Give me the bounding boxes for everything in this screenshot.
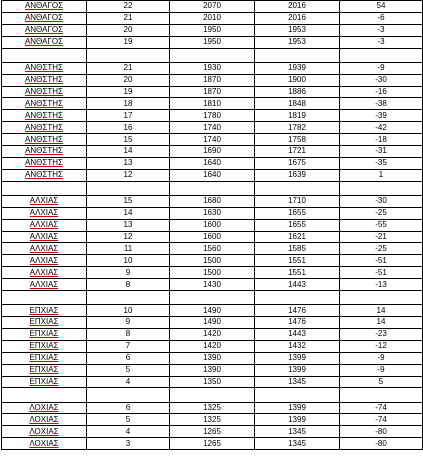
rank-cell[interactable]: ΑΛΧΙΑΣ bbox=[2, 279, 87, 291]
rank-cell[interactable]: ΑΝΘΣΤΗΣ bbox=[2, 98, 87, 110]
empty-cell[interactable] bbox=[170, 48, 255, 62]
value-a-cell[interactable]: 1950 bbox=[170, 24, 255, 36]
difference-cell[interactable]: -21 bbox=[340, 231, 423, 243]
rank-cell[interactable]: ΛΟΧΙΑΣ bbox=[2, 438, 87, 450]
empty-cell[interactable] bbox=[87, 181, 170, 195]
table-row bbox=[2, 219, 423, 231]
table-row bbox=[2, 243, 423, 255]
difference-cell[interactable]: -23 bbox=[340, 328, 423, 340]
value-b-cell[interactable]: 2016 bbox=[255, 12, 340, 24]
value-b-cell[interactable]: 1399 bbox=[255, 402, 340, 414]
value-a-cell[interactable]: 1500 bbox=[170, 255, 255, 267]
value-b-cell[interactable]: 1953 bbox=[255, 24, 340, 36]
table-row bbox=[2, 317, 423, 329]
difference-cell[interactable]: -9 bbox=[340, 352, 423, 364]
step-cell[interactable]: 5 bbox=[87, 364, 170, 376]
table-row bbox=[2, 145, 423, 157]
value-b-cell[interactable]: 1639 bbox=[255, 169, 340, 181]
difference-cell[interactable]: -9 bbox=[340, 364, 423, 376]
difference-cell[interactable]: -3 bbox=[340, 24, 423, 36]
table-row bbox=[2, 279, 423, 291]
table-row bbox=[2, 376, 423, 388]
rank-cell[interactable]: ΑΝΘΣΤΗΣ bbox=[2, 157, 87, 169]
table-row bbox=[2, 86, 423, 98]
table-row bbox=[2, 438, 423, 450]
rank-cell[interactable]: ΑΛΧΙΑΣ bbox=[2, 207, 87, 219]
value-a-cell[interactable]: 1350 bbox=[170, 376, 255, 388]
difference-cell[interactable]: 1 bbox=[340, 169, 423, 181]
difference-cell[interactable]: -42 bbox=[340, 122, 423, 134]
empty-cell[interactable] bbox=[255, 290, 340, 304]
step-cell[interactable]: 10 bbox=[87, 255, 170, 267]
spacer-row bbox=[2, 48, 423, 62]
rank-cell[interactable]: ΕΠΧΙΑΣ bbox=[2, 364, 87, 376]
step-cell[interactable]: 8 bbox=[87, 328, 170, 340]
table-row bbox=[2, 74, 423, 86]
rank-cell[interactable]: ΛΟΧΙΑΣ bbox=[2, 414, 87, 426]
rank-cell[interactable]: ΑΝΘΣΤΗΣ bbox=[2, 145, 87, 157]
difference-cell[interactable]: -18 bbox=[340, 134, 423, 146]
value-a-cell[interactable]: 1870 bbox=[170, 74, 255, 86]
value-b-cell[interactable]: 1476 bbox=[255, 305, 340, 317]
value-a-cell[interactable]: 2010 bbox=[170, 12, 255, 24]
table-row bbox=[2, 134, 423, 146]
empty-cell[interactable] bbox=[2, 181, 87, 195]
empty-cell[interactable] bbox=[170, 181, 255, 195]
table-row bbox=[2, 195, 423, 207]
step-cell[interactable]: 4 bbox=[87, 376, 170, 388]
difference-cell[interactable]: 14 bbox=[340, 317, 423, 329]
value-a-cell[interactable]: 1430 bbox=[170, 279, 255, 291]
rank-cell[interactable]: ΕΠΧΙΑΣ bbox=[2, 340, 87, 352]
difference-cell[interactable]: -31 bbox=[340, 145, 423, 157]
empty-cell[interactable] bbox=[87, 388, 170, 402]
empty-cell[interactable] bbox=[255, 48, 340, 62]
empty-cell[interactable] bbox=[340, 290, 423, 304]
step-cell[interactable]: 19 bbox=[87, 36, 170, 48]
rank-cell[interactable]: ΑΛΧΙΑΣ bbox=[2, 195, 87, 207]
rank-cell[interactable]: ΕΠΧΙΑΣ bbox=[2, 328, 87, 340]
step-cell[interactable]: 12 bbox=[87, 231, 170, 243]
value-a-cell[interactable]: 1490 bbox=[170, 317, 255, 329]
difference-cell[interactable]: -12 bbox=[340, 340, 423, 352]
value-a-cell[interactable]: 1325 bbox=[170, 414, 255, 426]
table-row bbox=[2, 267, 423, 279]
empty-cell[interactable] bbox=[2, 48, 87, 62]
difference-cell[interactable]: -39 bbox=[340, 110, 423, 122]
value-a-cell[interactable]: 1500 bbox=[170, 267, 255, 279]
rank-cell[interactable]: ΑΝΘΣΤΗΣ bbox=[2, 86, 87, 98]
difference-cell[interactable]: -35 bbox=[340, 157, 423, 169]
value-a-cell[interactable]: 1930 bbox=[170, 62, 255, 74]
value-b-cell[interactable]: 1399 bbox=[255, 364, 340, 376]
spacer-row bbox=[2, 181, 423, 195]
difference-cell[interactable]: -16 bbox=[340, 86, 423, 98]
rank-cell[interactable]: ΑΛΧΙΑΣ bbox=[2, 243, 87, 255]
table-row bbox=[2, 157, 423, 169]
value-b-cell[interactable]: 1819 bbox=[255, 110, 340, 122]
step-cell[interactable]: 7 bbox=[87, 340, 170, 352]
empty-cell[interactable] bbox=[340, 388, 423, 402]
value-b-cell[interactable]: 1551 bbox=[255, 267, 340, 279]
step-cell[interactable]: 11 bbox=[87, 243, 170, 255]
step-cell[interactable]: 15 bbox=[87, 195, 170, 207]
rank-cell[interactable]: ΑΛΧΙΑΣ bbox=[2, 231, 87, 243]
empty-cell[interactable] bbox=[170, 388, 255, 402]
step-cell[interactable]: 14 bbox=[87, 207, 170, 219]
step-cell[interactable]: 16 bbox=[87, 122, 170, 134]
value-b-cell[interactable]: 1900 bbox=[255, 74, 340, 86]
value-b-cell[interactable]: 1345 bbox=[255, 376, 340, 388]
table-row bbox=[2, 426, 423, 438]
empty-cell[interactable] bbox=[2, 290, 87, 304]
value-a-cell[interactable]: 1420 bbox=[170, 340, 255, 352]
difference-cell[interactable]: -25 bbox=[340, 243, 423, 255]
step-cell[interactable]: 22 bbox=[87, 1, 170, 13]
empty-cell[interactable] bbox=[87, 48, 170, 62]
difference-cell[interactable]: -9 bbox=[340, 62, 423, 74]
value-b-cell[interactable]: 1675 bbox=[255, 157, 340, 169]
value-b-cell[interactable]: 1655 bbox=[255, 219, 340, 231]
table-row bbox=[2, 24, 423, 36]
value-b-cell[interactable]: 1443 bbox=[255, 279, 340, 291]
value-a-cell[interactable]: 1630 bbox=[170, 207, 255, 219]
value-b-cell[interactable]: 1939 bbox=[255, 62, 340, 74]
value-a-cell[interactable]: 1600 bbox=[170, 219, 255, 231]
value-b-cell[interactable]: 1432 bbox=[255, 340, 340, 352]
value-b-cell[interactable]: 1443 bbox=[255, 328, 340, 340]
rank-salary-table bbox=[1, 0, 423, 450]
value-a-cell[interactable]: 1810 bbox=[170, 98, 255, 110]
value-b-cell[interactable]: 1585 bbox=[255, 243, 340, 255]
value-a-cell[interactable]: 1870 bbox=[170, 86, 255, 98]
value-b-cell[interactable]: 1476 bbox=[255, 317, 340, 329]
difference-cell[interactable]: -51 bbox=[340, 255, 423, 267]
table-row bbox=[2, 328, 423, 340]
step-cell[interactable]: 20 bbox=[87, 74, 170, 86]
step-cell[interactable]: 14 bbox=[87, 145, 170, 157]
table-row bbox=[2, 98, 423, 110]
table-row bbox=[2, 364, 423, 376]
empty-cell[interactable] bbox=[340, 181, 423, 195]
value-b-cell[interactable]: 1621 bbox=[255, 231, 340, 243]
value-a-cell[interactable]: 1740 bbox=[170, 122, 255, 134]
rank-cell[interactable]: ΑΝΘΑΓΟΣ bbox=[2, 12, 87, 24]
step-cell[interactable]: 13 bbox=[87, 219, 170, 231]
step-cell[interactable]: 18 bbox=[87, 98, 170, 110]
difference-cell[interactable]: -6 bbox=[340, 12, 423, 24]
value-b-cell[interactable]: 2016 bbox=[255, 1, 340, 13]
value-a-cell[interactable]: 2070 bbox=[170, 1, 255, 13]
rank-cell[interactable]: ΑΛΧΙΑΣ bbox=[2, 267, 87, 279]
rank-cell[interactable]: ΑΝΘΣΤΗΣ bbox=[2, 110, 87, 122]
value-a-cell[interactable]: 1560 bbox=[170, 243, 255, 255]
empty-cell[interactable] bbox=[255, 181, 340, 195]
value-a-cell[interactable]: 1325 bbox=[170, 402, 255, 414]
value-a-cell[interactable]: 1490 bbox=[170, 305, 255, 317]
rank-cell[interactable]: ΑΝΘΣΤΗΣ bbox=[2, 169, 87, 181]
empty-cell[interactable] bbox=[340, 48, 423, 62]
value-b-cell[interactable]: 1953 bbox=[255, 36, 340, 48]
table-row bbox=[2, 352, 423, 364]
rank-cell[interactable]: ΑΝΘΑΓΟΣ bbox=[2, 1, 87, 13]
table-body bbox=[2, 1, 423, 450]
rank-cell[interactable]: ΑΝΘΣΤΗΣ bbox=[2, 122, 87, 134]
step-cell[interactable]: 13 bbox=[87, 157, 170, 169]
step-cell[interactable]: 3 bbox=[87, 438, 170, 450]
value-a-cell[interactable]: 1265 bbox=[170, 438, 255, 450]
rank-cell[interactable]: ΛΟΧΙΑΣ bbox=[2, 402, 87, 414]
difference-cell[interactable]: -25 bbox=[340, 207, 423, 219]
value-a-cell[interactable]: 1950 bbox=[170, 36, 255, 48]
rank-cell[interactable]: ΑΝΘΑΓΟΣ bbox=[2, 36, 87, 48]
difference-cell[interactable]: -74 bbox=[340, 402, 423, 414]
difference-cell[interactable]: 5 bbox=[340, 376, 423, 388]
value-b-cell[interactable]: 1655 bbox=[255, 207, 340, 219]
rank-cell[interactable]: ΑΛΧΙΑΣ bbox=[2, 219, 87, 231]
table-row bbox=[2, 36, 423, 48]
value-b-cell[interactable]: 1399 bbox=[255, 352, 340, 364]
step-cell[interactable]: 6 bbox=[87, 402, 170, 414]
step-cell[interactable]: 21 bbox=[87, 62, 170, 74]
table-row bbox=[2, 414, 423, 426]
difference-cell[interactable]: -3 bbox=[340, 36, 423, 48]
difference-cell[interactable]: -51 bbox=[340, 267, 423, 279]
empty-cell[interactable] bbox=[2, 388, 87, 402]
difference-cell[interactable]: -38 bbox=[340, 98, 423, 110]
table-row bbox=[2, 110, 423, 122]
step-cell[interactable]: 9 bbox=[87, 267, 170, 279]
table-row bbox=[2, 207, 423, 219]
value-b-cell[interactable]: 1721 bbox=[255, 145, 340, 157]
value-a-cell[interactable]: 1420 bbox=[170, 328, 255, 340]
table-row bbox=[2, 12, 423, 24]
difference-cell[interactable]: 54 bbox=[340, 1, 423, 13]
rank-cell[interactable]: ΛΟΧΙΑΣ bbox=[2, 426, 87, 438]
value-b-cell[interactable]: 1782 bbox=[255, 122, 340, 134]
step-cell[interactable]: 15 bbox=[87, 134, 170, 146]
step-cell[interactable]: 8 bbox=[87, 279, 170, 291]
rank-cell[interactable]: ΑΝΘΑΓΟΣ bbox=[2, 24, 87, 36]
rank-cell[interactable]: ΕΠΧΙΑΣ bbox=[2, 376, 87, 388]
table-row bbox=[2, 1, 423, 13]
value-b-cell[interactable]: 1399 bbox=[255, 414, 340, 426]
empty-cell[interactable] bbox=[170, 290, 255, 304]
value-b-cell[interactable]: 1710 bbox=[255, 195, 340, 207]
difference-cell[interactable]: -55 bbox=[340, 219, 423, 231]
rank-cell[interactable]: ΕΠΧΙΑΣ bbox=[2, 352, 87, 364]
value-a-cell[interactable]: 1780 bbox=[170, 110, 255, 122]
rank-cell[interactable]: ΕΠΧΙΑΣ bbox=[2, 305, 87, 317]
difference-cell[interactable]: -74 bbox=[340, 414, 423, 426]
value-a-cell[interactable]: 1640 bbox=[170, 157, 255, 169]
table-row bbox=[2, 255, 423, 267]
value-a-cell[interactable]: 1680 bbox=[170, 195, 255, 207]
difference-cell[interactable]: 14 bbox=[340, 305, 423, 317]
value-a-cell[interactable]: 1390 bbox=[170, 352, 255, 364]
table-row bbox=[2, 305, 423, 317]
rank-cell[interactable]: ΑΝΘΣΤΗΣ bbox=[2, 62, 87, 74]
step-cell[interactable]: 12 bbox=[87, 169, 170, 181]
difference-cell[interactable]: -13 bbox=[340, 279, 423, 291]
empty-cell[interactable] bbox=[255, 388, 340, 402]
rank-cell[interactable]: ΑΛΧΙΑΣ bbox=[2, 255, 87, 267]
empty-cell[interactable] bbox=[87, 290, 170, 304]
value-a-cell[interactable]: 1690 bbox=[170, 145, 255, 157]
rank-cell[interactable]: ΑΝΘΣΤΗΣ bbox=[2, 74, 87, 86]
step-cell[interactable]: 9 bbox=[87, 317, 170, 329]
step-cell[interactable]: 21 bbox=[87, 12, 170, 24]
table-row bbox=[2, 122, 423, 134]
value-a-cell[interactable]: 1600 bbox=[170, 231, 255, 243]
table-row bbox=[2, 62, 423, 74]
step-cell[interactable]: 4 bbox=[87, 426, 170, 438]
value-b-cell[interactable]: 1758 bbox=[255, 134, 340, 146]
step-cell[interactable]: 10 bbox=[87, 305, 170, 317]
value-b-cell[interactable]: 1345 bbox=[255, 426, 340, 438]
value-b-cell[interactable]: 1886 bbox=[255, 86, 340, 98]
step-cell[interactable]: 19 bbox=[87, 86, 170, 98]
spacer-row bbox=[2, 290, 423, 304]
value-a-cell[interactable]: 1640 bbox=[170, 169, 255, 181]
table-row bbox=[2, 231, 423, 243]
difference-cell[interactable]: -80 bbox=[340, 438, 423, 450]
value-a-cell[interactable]: 1740 bbox=[170, 134, 255, 146]
difference-cell[interactable]: -30 bbox=[340, 74, 423, 86]
step-cell[interactable]: 5 bbox=[87, 414, 170, 426]
value-b-cell[interactable]: 1551 bbox=[255, 255, 340, 267]
value-b-cell[interactable]: 1848 bbox=[255, 98, 340, 110]
rank-cell[interactable]: ΑΝΘΣΤΗΣ bbox=[2, 134, 87, 146]
table-row bbox=[2, 340, 423, 352]
rank-cell[interactable]: ΕΠΧΙΑΣ bbox=[2, 317, 87, 329]
step-cell[interactable]: 6 bbox=[87, 352, 170, 364]
value-b-cell[interactable]: 1345 bbox=[255, 438, 340, 450]
spacer-row bbox=[2, 388, 423, 402]
step-cell[interactable]: 20 bbox=[87, 24, 170, 36]
step-cell[interactable]: 17 bbox=[87, 110, 170, 122]
difference-cell[interactable]: -80 bbox=[340, 426, 423, 438]
value-a-cell[interactable]: 1390 bbox=[170, 364, 255, 376]
table-row bbox=[2, 402, 423, 414]
value-a-cell[interactable]: 1265 bbox=[170, 426, 255, 438]
difference-cell[interactable]: -30 bbox=[340, 195, 423, 207]
table-row bbox=[2, 169, 423, 181]
